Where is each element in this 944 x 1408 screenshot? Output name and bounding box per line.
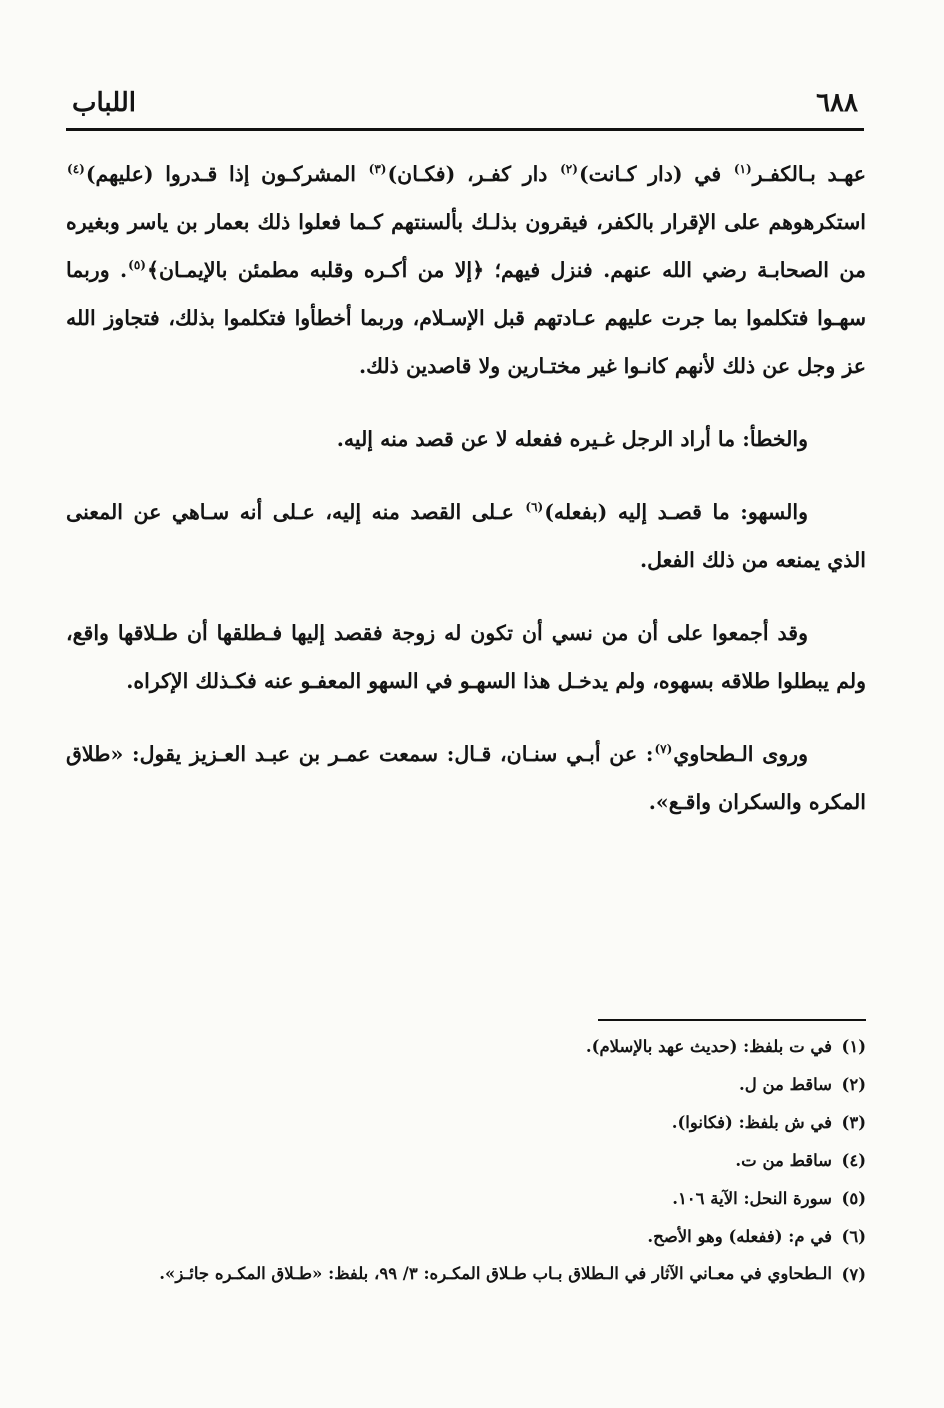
footnote-number: (٦) [841, 1227, 866, 1246]
page-number: ٦٨٨ [816, 88, 858, 118]
footnote-number: (١) [841, 1037, 866, 1056]
footnote-text: الـطحاوي في معـاني الآثار في الـطلاق بـاب طـلاق المكـره: ٣/ ٩٩، بلفظ: «طـلاق المكـره جائـز». [159, 1264, 832, 1283]
footnote-text: ساقط من ت. [735, 1151, 832, 1170]
page-header [68, 86, 864, 126]
footnote-7 [66, 1256, 866, 1294]
paragraph-5: وروى الـطحاوي$^{(٧)}$: عن أبـي سنـان، قـال: سمعت عمـر بن عبـد العـزيز يقول: «طلاق المكره والسكران واقـع». [66, 742, 866, 814]
footnote-1 [66, 1028, 866, 1066]
footnote-number: (٣) [841, 1113, 866, 1132]
footnote-text: في ت بلفظ: (حديث عهد بالإسلام). [585, 1037, 832, 1056]
header-rule [66, 128, 864, 131]
footnote-ref-4[interactable]: (٤) [67, 162, 85, 177]
footnote-ref-2[interactable]: (٢) [560, 162, 578, 177]
paragraph-2: والخطأ: ما أراد الرجل غـيره ففعله لا عن قصد منه إليه. [336, 427, 808, 451]
footnote-ref-6[interactable]: (٦) [525, 500, 544, 515]
footnote-4 [66, 1142, 866, 1180]
footnote-ref-3[interactable]: (٣) [368, 162, 387, 177]
footnote-number: (٤) [841, 1151, 866, 1170]
footnote-number: (٥) [841, 1189, 866, 1208]
footnote-ref-5[interactable]: (٥) [128, 258, 146, 273]
footnote-2 [66, 1066, 866, 1104]
footnote-number: (٢) [841, 1075, 866, 1094]
paragraph-3: والسهو: ما قصـد إليه (بفعله)$^{(٦)}$ عـلى القصد منه إليه، عـلى أنه سـاهي عن المعنى الذي يمنعه من ذلك الفعل. [66, 500, 866, 572]
footnote-ref-1[interactable]: (١) [733, 162, 752, 177]
footnote-ref-7[interactable]: (٧) [654, 742, 673, 757]
paragraph-4: وقد أجمعوا على أن من نسي أن تكون له زوجة فقصد إليها فـطلقها أن طـلاقها واقع، ولم يبطلوا طلاقه بسهوه، ولم يدخـل هذا السهـو في السهو المعفـو عنه فكـذلك الإكراه. [66, 621, 866, 693]
footnote-text: ساقط من ل. [738, 1075, 832, 1094]
paragraph-1: عهـد بـالكفـر$^{(١)}$ في (دار كـانت)$^{(٢)}$ دار كفـر، (فكـان)$^{(٣)}$ المشركـون إذا قـدروا (عليهم)$^{(٤)}$ استكرهوهم على الإقرار بالكفر، فيقرون بذلـك بألسنتهم كـما فعلوا ذلك بعمار بن ياسر وبغيره من الصحابـة رضي الله عنهم. فنزل فيهم؛ ﴿إلا من أكـره وقلبه مطمئن بالإيمـان﴾$^{(٥)}$. وربما سهـوا فتكلموا بما جرت عليهم عـادتهم قبل الإسـلام، وربما أخطأوا فتكلموا بذلك، فتجاوز الله عز وجل عن ذلك لأنهم كانـوا غير مختـارين ولا قاصدين ذلك. [66, 162, 866, 378]
footnote-5 [66, 1180, 866, 1218]
footnote-separator [598, 1019, 866, 1021]
footnotes [66, 1028, 866, 1294]
footnote-text: في م: (ففعله) وهو الأصح. [647, 1227, 832, 1246]
footnote-text: في ش بلفظ: (فكانوا). [671, 1113, 832, 1132]
main-text [66, 150, 866, 851]
footnote-3 [66, 1104, 866, 1142]
running-head: اللباب [72, 88, 136, 118]
footnote-number: (٧) [841, 1265, 866, 1284]
footnote-6 [66, 1218, 866, 1256]
footnote-text: سورة النحل: الآية ١٠٦. [672, 1189, 832, 1208]
